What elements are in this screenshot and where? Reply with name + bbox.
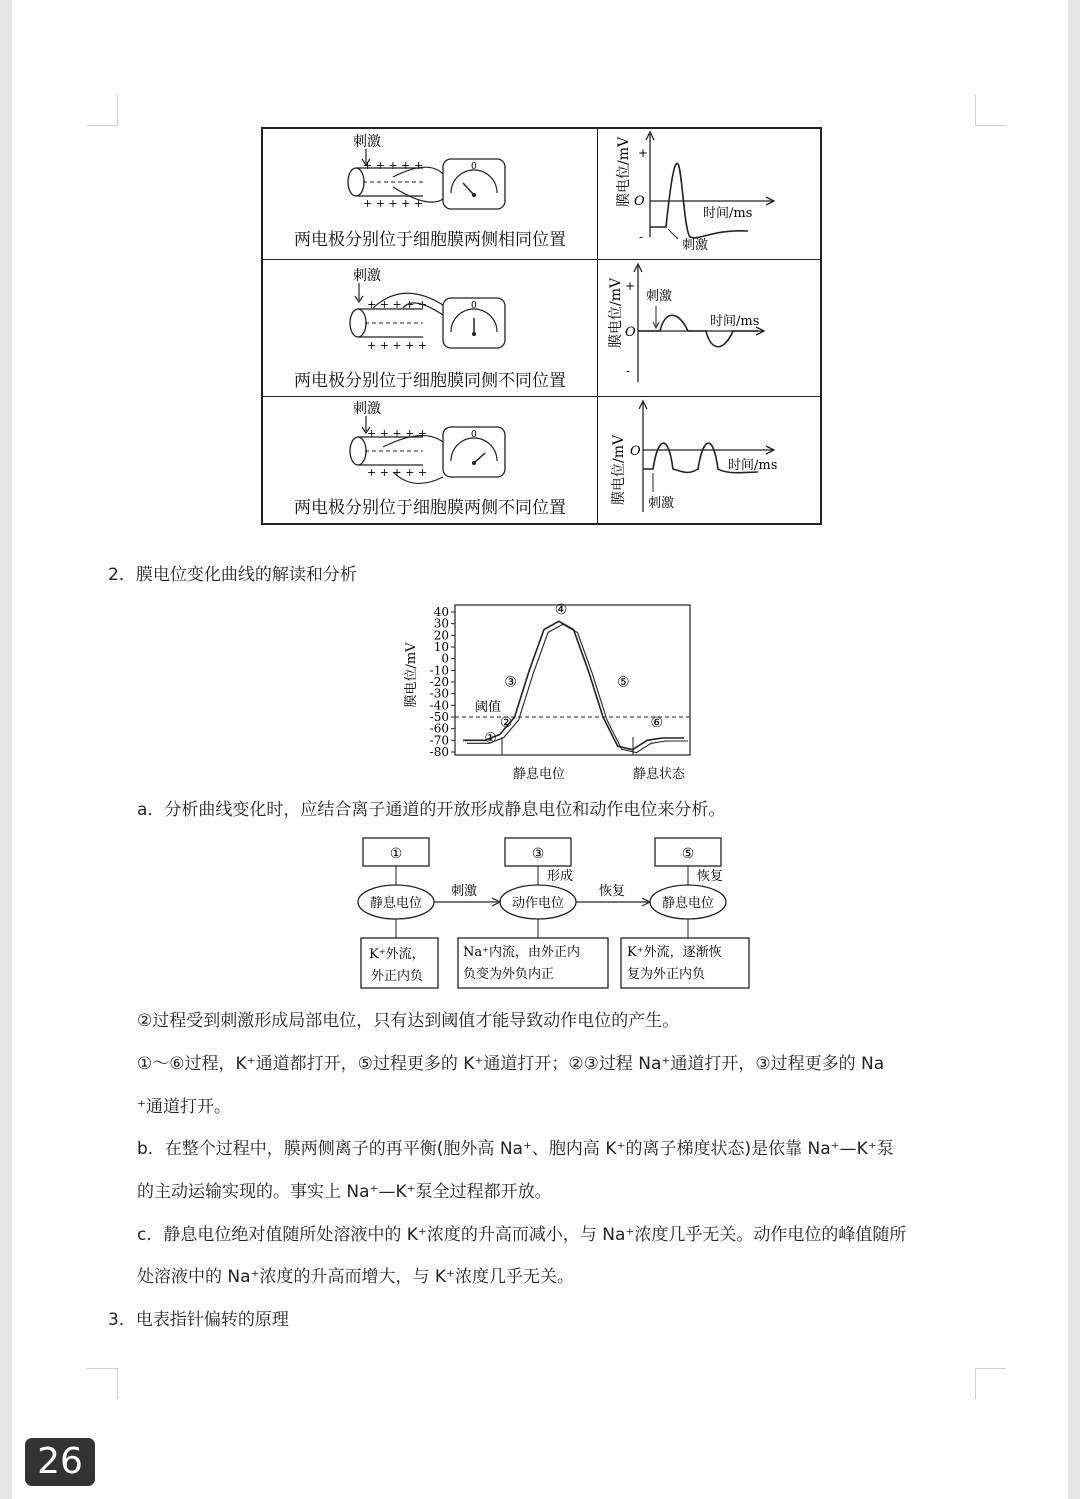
chart-y-label: 膜电位/mV (404, 642, 419, 708)
stimulus-label: 刺激 (353, 268, 381, 284)
crop-mark (87, 1368, 118, 1399)
process-marker: ④ (554, 601, 568, 618)
svg-text:静息电位: 静息电位 (661, 896, 715, 911)
svg-text:动作电位: 动作电位 (511, 896, 565, 911)
arrow-label: 恢复 (599, 884, 626, 899)
y-tick-label: 20 (433, 628, 449, 643)
graph-stim-label: 刺激 (648, 496, 675, 511)
row-caption: 两电极分别位于细胞膜两侧相同位置 (294, 230, 566, 250)
potential-graph-2 (598, 260, 820, 396)
y-tick-label: -10 (429, 663, 449, 678)
y-tick-label: -50 (429, 710, 449, 724)
membrane-potential-chart (395, 600, 715, 785)
y-tick-label: -30 (429, 686, 449, 701)
svg-text:①: ① (389, 846, 403, 862)
side-label: 形成 (547, 869, 574, 884)
svg-text:静息电位: 静息电位 (369, 896, 423, 911)
svg-text:0: 0 (471, 301, 477, 311)
svg-text:O: O (634, 194, 645, 209)
y-tick-label: 40 (433, 605, 449, 619)
y-tick-label: -80 (429, 745, 449, 759)
svg-text:K⁺外流，逐渐恢: K⁺外流，逐渐恢 (627, 945, 722, 960)
bottom-label: 静息电位 (513, 767, 566, 782)
potential-graph-3 (598, 397, 820, 523)
membrane-charges: + + + + + (363, 197, 424, 210)
crop-mark (975, 1368, 1006, 1399)
svg-text:③: ③ (531, 846, 545, 862)
crop-mark (87, 95, 118, 126)
svg-text:+ + + + +: + + + + + (367, 427, 428, 440)
svg-text:+: + (625, 279, 636, 293)
potential-graph-1 (598, 129, 820, 259)
y-axis-label: 膜电位/mV (611, 434, 627, 505)
paragraph-line: ⁺通道打开。 (137, 1097, 231, 1117)
section-3-heading: 3．电表指针偏转的原理 (108, 1310, 289, 1330)
svg-text:0: 0 (471, 162, 477, 172)
y-tick-label: -70 (429, 733, 449, 748)
svg-text:复为外正内负: 复为外正内负 (627, 967, 706, 982)
svg-text:O: O (625, 325, 636, 340)
threshold-label: 阈值 (475, 700, 502, 715)
paragraph-line: b．在整个过程中，膜两侧离子的再平衡(胞外高 Na⁺、胞内高 K⁺的离子梯度状态)是依靠 Na⁺—K⁺泵 (137, 1139, 894, 1159)
svg-text:⑤: ⑤ (681, 846, 695, 862)
paragraph-line: c．静息电位绝对值随所处溶液中的 K⁺浓度的升高而减小，与 Na⁺浓度几乎无关。动作电位的峰值随所 (137, 1225, 907, 1245)
membrane-charges: + + + + + (367, 339, 428, 352)
crop-mark (975, 95, 1006, 126)
process-marker: ⑥ (650, 715, 664, 731)
svg-text:K⁺外流，: K⁺外流， (369, 947, 425, 962)
paragraph-line: ①～⑥过程，K⁺通道都打开，⑤过程更多的 K⁺通道打开；②③过程 Na⁺通道打开，③过程更多的 Na (137, 1054, 885, 1074)
paragraph-a: a．分析曲线变化时，应结合离子通道的开放形成静息电位和动作电位来分析。 (137, 800, 726, 820)
svg-text:负变为外负内正: 负变为外负内正 (463, 967, 555, 982)
y-axis-label: 膜电位/mV (616, 136, 632, 207)
arrow-label: 刺激 (451, 884, 478, 899)
process-flow-diagram (355, 835, 755, 995)
svg-text:+: + (638, 146, 649, 160)
membrane-charges: + + + + + (363, 159, 424, 172)
process-marker: ① (484, 730, 497, 747)
row-caption: 两电极分别位于细胞膜同侧不同位置 (294, 371, 566, 391)
section-2-heading: 2．膜电位变化曲线的解读和分析 (108, 565, 357, 585)
side-label: 恢复 (697, 869, 724, 884)
page-number: 26 (25, 1438, 95, 1486)
x-axis-label: 时间/ms (703, 206, 753, 221)
stimulus-label: 刺激 (353, 134, 381, 150)
svg-text:O: O (630, 444, 641, 459)
x-axis-label: 时间/ms (710, 314, 760, 329)
y-tick-label: -40 (429, 698, 449, 713)
y-tick-label: 10 (433, 640, 449, 654)
process-marker: ② (499, 715, 513, 731)
graph-stim-label: 刺激 (646, 289, 673, 304)
bottom-label: 静息状态 (633, 767, 686, 782)
y-tick-label: -60 (429, 721, 449, 736)
svg-text:外正内负: 外正内负 (371, 969, 424, 984)
svg-text:Na⁺内流，由外正内: Na⁺内流，由外正内 (463, 945, 580, 960)
y-axis-label: 膜电位/mV (608, 277, 624, 348)
svg-text:0: 0 (471, 430, 477, 440)
paragraph-line: ②过程受到刺激形成局部电位，只有达到阈值才能导致动作电位的产生。 (137, 1011, 680, 1031)
y-tick-label: 0 (441, 651, 449, 666)
svg-text:+ + + + +: + + + + + (367, 298, 428, 311)
process-marker: ③ (504, 674, 517, 691)
paragraph-line: 的主动运输实现的。事实上 Na⁺—K⁺泵全过程都开放。 (137, 1182, 552, 1202)
x-axis-label: 时间/ms (728, 458, 778, 473)
row-caption: 两电极分别位于细胞膜两侧不同位置 (294, 498, 566, 518)
svg-text:-: - (639, 230, 644, 244)
y-tick-label: -20 (429, 675, 449, 689)
y-tick-label: 30 (433, 616, 449, 631)
membrane-charges: + + + + + (367, 466, 428, 479)
svg-text:-: - (626, 364, 631, 378)
stimulus-label: 刺激 (353, 401, 381, 417)
process-marker: ⑤ (616, 674, 630, 691)
paragraph-line: 处溶液中的 Na⁺浓度的升高而增大，与 K⁺浓度几乎无关。 (137, 1267, 575, 1287)
graph-stim-label: 刺激 (682, 238, 709, 253)
electrode-table (261, 127, 822, 525)
